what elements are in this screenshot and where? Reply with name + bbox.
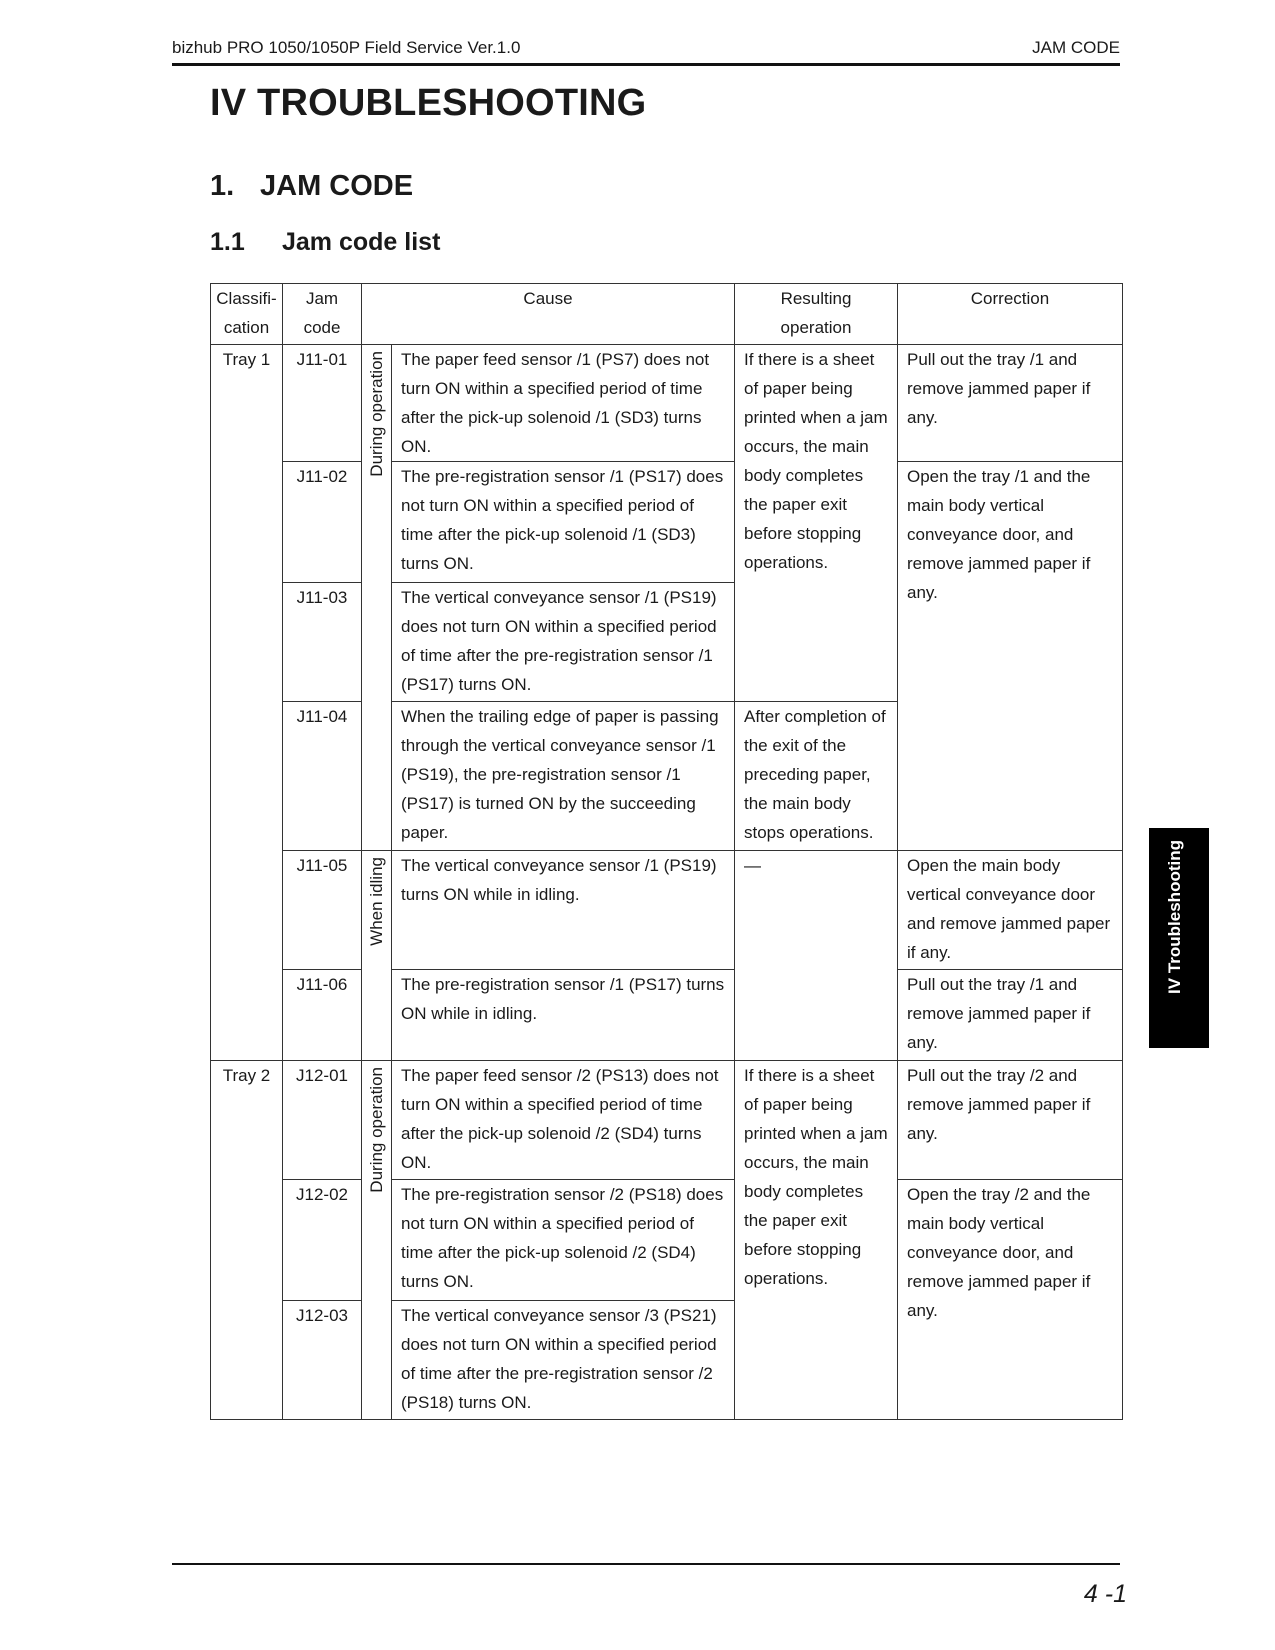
resulting-cell: After completion of the exit of the preceding paper, the main body stops operations.: [735, 702, 898, 851]
running-header-section: JAM CODE: [1032, 38, 1120, 57]
correction-cell: Open the tray /1 and the main body vertical conveyance door, and remove jammed paper if any.: [898, 462, 1123, 851]
jam-code-table: [210, 283, 1123, 1420]
page-title: IV TROUBLESHOOTING: [210, 82, 647, 124]
correction-cell: Open the main body vertical conveyance door and remove jammed paper if any.: [898, 851, 1123, 970]
correction-cell: Pull out the tray /1 and remove jammed paper if any.: [898, 345, 1123, 462]
table-row: [211, 1061, 1123, 1180]
jam-code-cell: J11-06: [283, 970, 362, 1061]
table-row: [211, 345, 1123, 462]
cause-cell: The paper feed sensor /1 (PS7) does not turn ON within a specified period of time after the pick-up solenoid /1 (SD3) turns ON.: [392, 345, 735, 462]
jam-code-cell: J12-03: [283, 1301, 362, 1420]
chapter-side-tab: [1149, 828, 1209, 1048]
section-number: 1.1: [210, 228, 245, 256]
correction-cell: Pull out the tray /2 and remove jammed paper if any.: [898, 1061, 1123, 1180]
page-number: 4 -1: [1083, 1580, 1127, 1608]
table-row: [211, 1180, 1123, 1301]
cause-cell: The vertical conveyance sensor /1 (PS19) turns ON while in idling.: [392, 851, 735, 970]
cause-cell: The vertical conveyance sensor /1 (PS19) does not turn ON within a specified period of time after the pre-registration sensor /1 (PS17) turns ON.: [392, 583, 735, 702]
resulting-cell: —: [735, 851, 898, 1061]
cause-cell: The paper feed sensor /2 (PS13) does not turn ON within a specified period of time after the pick-up solenoid /2 (SD4) turns ON.: [392, 1061, 735, 1180]
jam-code-cell: J11-05: [283, 851, 362, 970]
header-jam-code: Jam code: [283, 284, 362, 345]
resulting-cell: If there is a sheet of paper being printed when a jam occurs, the main body completes the paper exit before stopping operations.: [735, 345, 898, 702]
chapter-heading: [210, 170, 413, 203]
header-correction: Correction: [898, 284, 1123, 345]
header-cause: Cause: [362, 284, 735, 345]
cause-cell: The pre-registration sensor /1 (PS17) turns ON while in idling.: [392, 970, 735, 1061]
chapter-label: JAM CODE: [260, 170, 414, 202]
jam-code-cell: J12-01: [283, 1061, 362, 1180]
jam-code-cell: J11-02: [283, 462, 362, 583]
section-label: Jam code list: [282, 228, 441, 256]
chapter-number: 1.: [210, 170, 235, 202]
table-row: [211, 970, 1123, 1061]
resulting-cell: If there is a sheet of paper being printed when a jam occurs, the main body completes the paper exit before stopping operations.: [735, 1061, 898, 1420]
running-header-title: bizhub PRO 1050/1050P Field Service Ver.1.0: [172, 38, 521, 57]
classification-tray1: Tray 1: [211, 345, 283, 1061]
correction-cell: Open the tray /2 and the main body vertical conveyance door, and remove jammed paper if any.: [898, 1180, 1123, 1420]
jam-code-cell: J12-02: [283, 1180, 362, 1301]
footer-rule: [172, 1563, 1120, 1565]
section-heading: [210, 228, 440, 257]
correction-cell: Pull out the tray /1 and remove jammed paper if any.: [898, 970, 1123, 1061]
cause-cell: The vertical conveyance sensor /3 (PS21) does not turn ON within a specified period of time after the pre-registration sensor /2 (PS18) turns ON.: [392, 1301, 735, 1420]
cause-cell: The pre-registration sensor /2 (PS18) does not turn ON within a specified period of time after the pick-up solenoid /2 (SD4) turns ON.: [392, 1180, 735, 1301]
classification-tray2: Tray 2: [211, 1061, 283, 1420]
header-classification: Classifi- cation: [211, 284, 283, 345]
jam-code-cell: J11-01: [283, 345, 362, 462]
header-rule: [172, 63, 1120, 66]
phase-when-idling: When idling: [362, 851, 392, 1061]
table-row: [211, 851, 1123, 970]
cause-cell: When the trailing edge of paper is passing through the vertical conveyance sensor /1 (PS19), the pre-registration sensor /1 (PS17) is turned ON by the succeeding paper.: [392, 702, 735, 851]
jam-code-cell: J11-03: [283, 583, 362, 702]
phase-during-operation: During operation: [362, 1061, 392, 1420]
cause-cell: The pre-registration sensor /1 (PS17) does not turn ON within a specified period of time after the pick-up solenoid /1 (SD3) turns ON.: [392, 462, 735, 583]
jam-code-cell: J11-04: [283, 702, 362, 851]
side-tab-label: IV Troubleshooting: [1165, 840, 1184, 994]
table-row: [211, 462, 1123, 583]
header-resulting-operation: Resulting operation: [735, 284, 898, 345]
phase-during-operation: During operation: [362, 345, 392, 851]
